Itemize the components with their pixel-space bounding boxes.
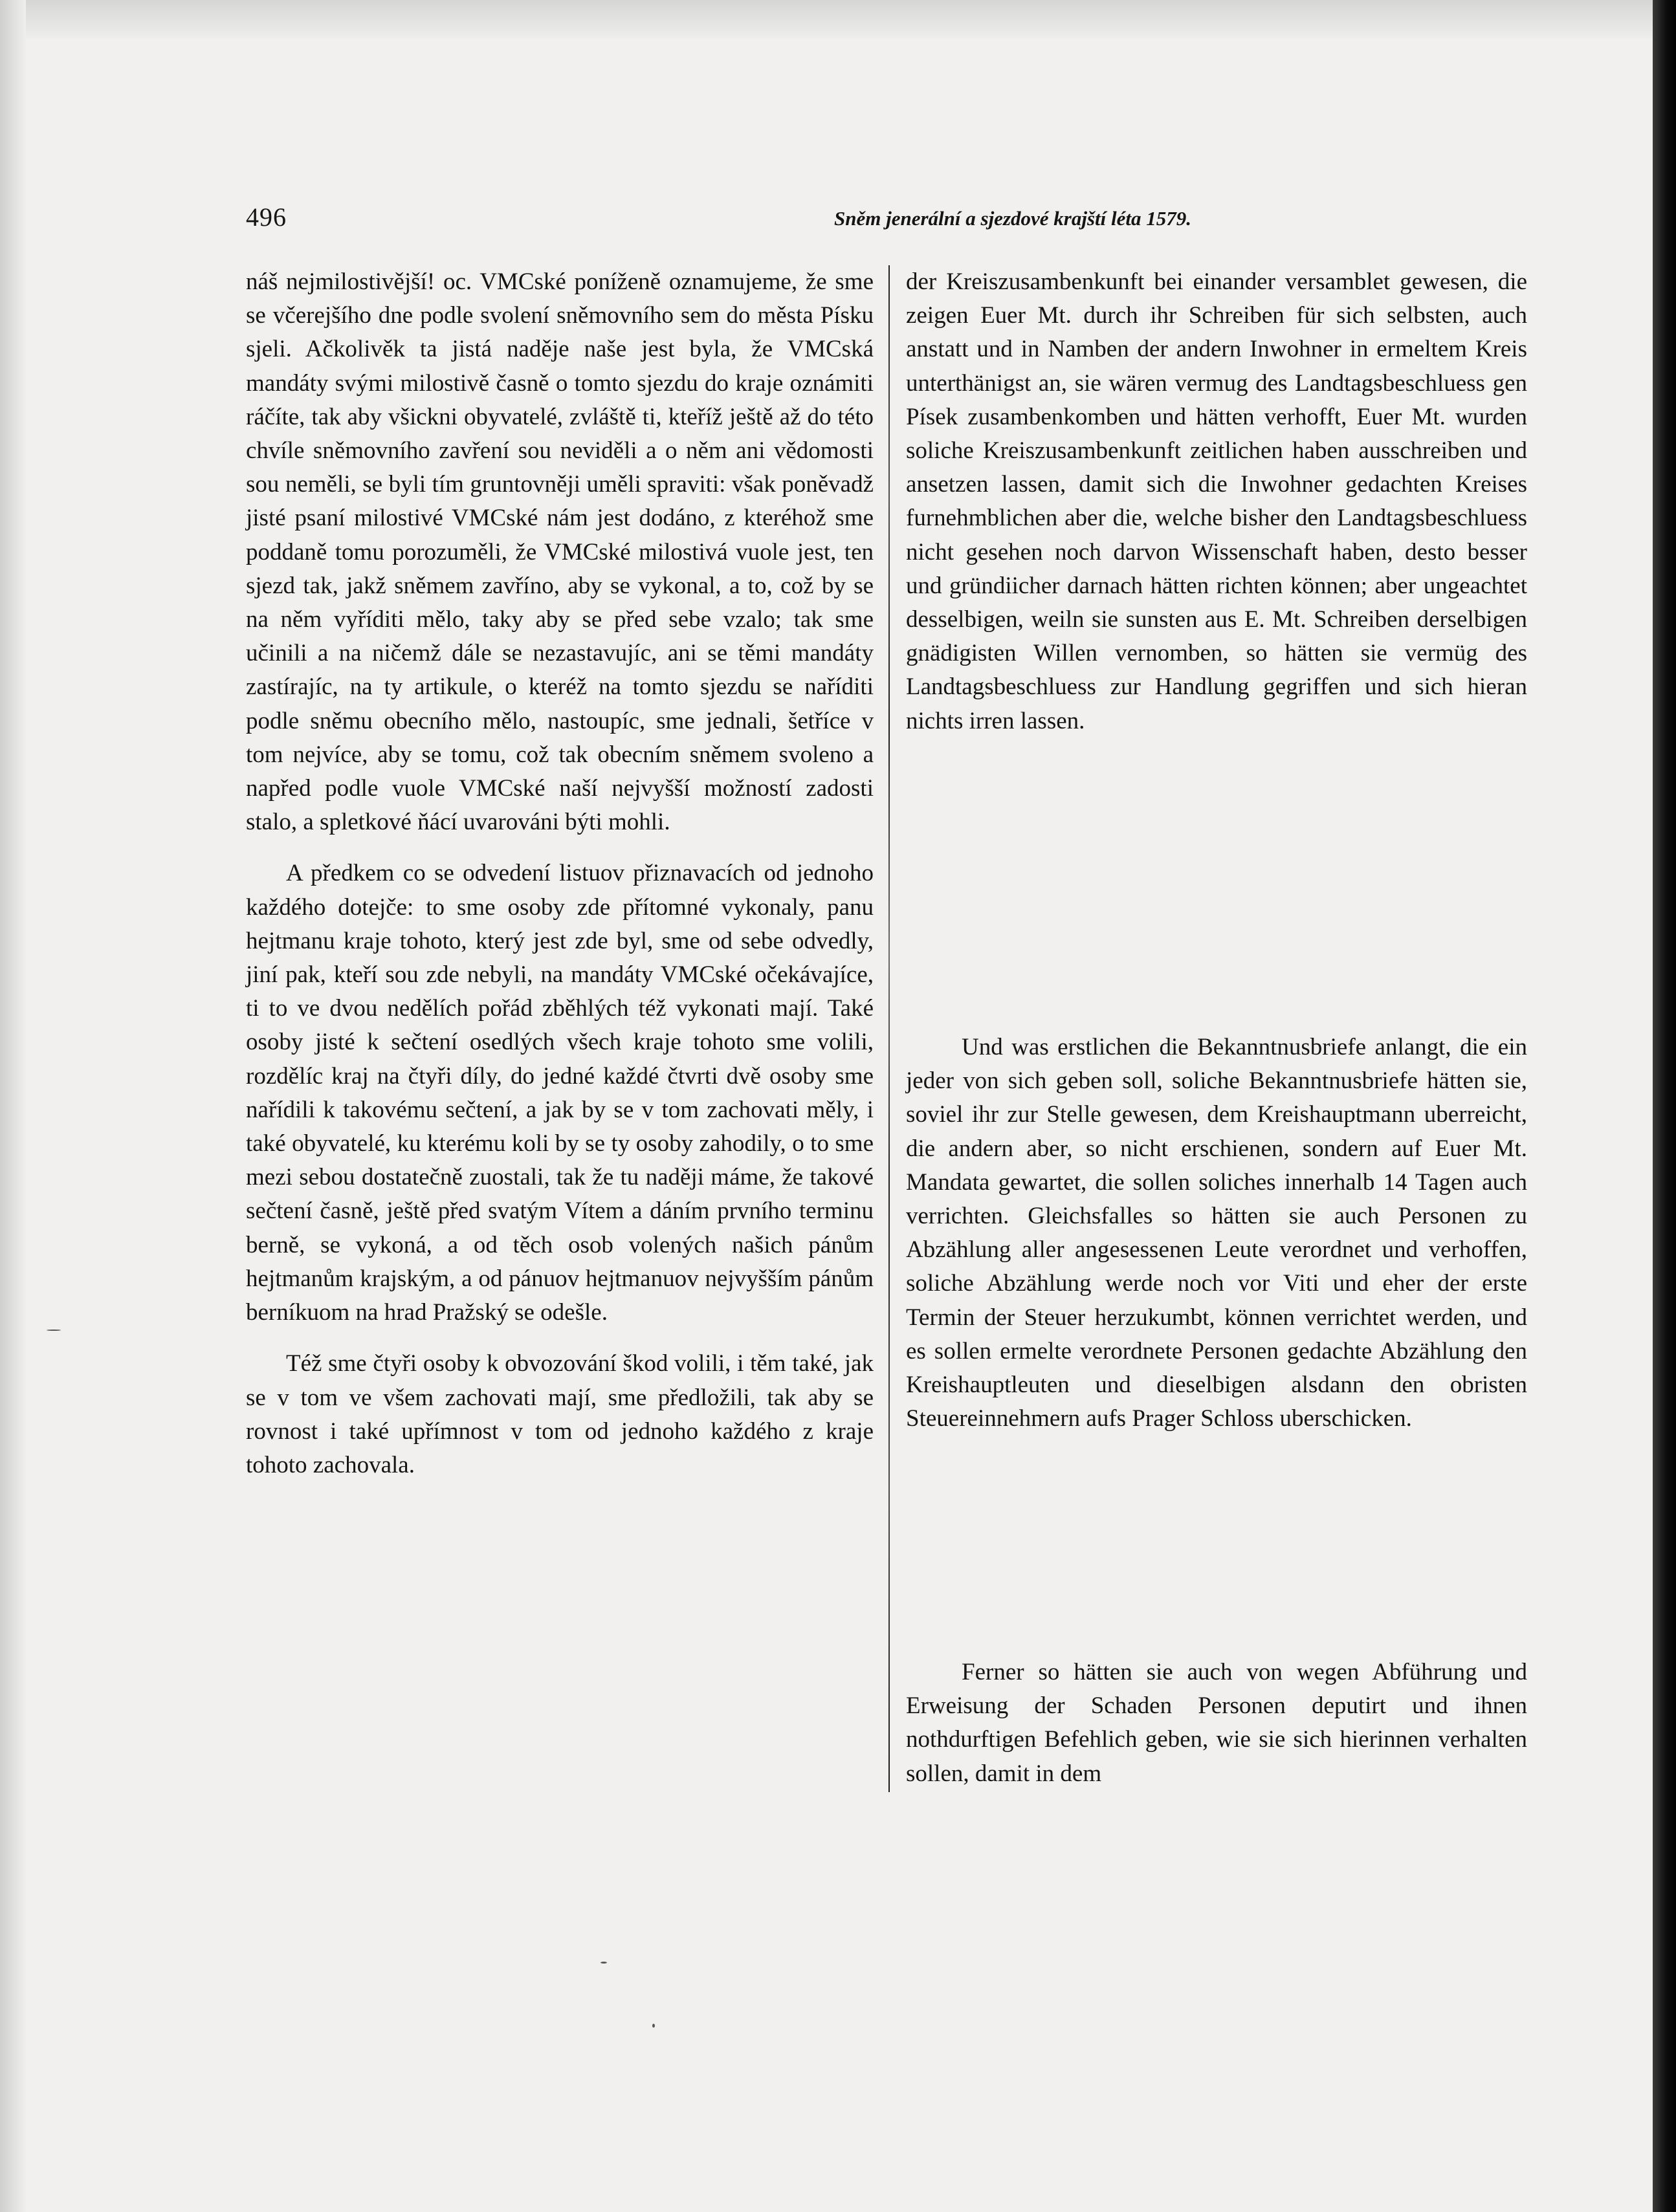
page-header	[246, 202, 1527, 241]
czech-paragraph-2: A předkem co se odvedení listuov přiznavacích od jednoho každého dotejče: to sme osoby zde přítomné vykonaly, panu hejtmanu kraje tohoto, který jest zde byl, sme od sebe odvedly, jiní pak, kteří sou zde nebyli, na mandáty VMCské očekávajíce, ti to ve dvou nedělích pořád zběhlých též vykonati mají. Také osoby jisté k sečtení osedlých všech kraje tohoto sme volili, rozdělíc kraj na čtyři díly, do jedné každé čtvrti dvě osoby sme nařídili k takovému sečtení, a jak by se v tom zachovati měly, i také obyvatelé, ku kterému koli by se ty osoby zahodily, o to sme mezi sebou dostatečně zuostali, tak že tu naději máme, že takové sečtení časně, ještě před svatým Vítem a dáním prvního terminu berně, se vykoná, a od těch osob volených našich pánům hejtmanům krajským, a od pánuov hejtmanuov nejvyšším pánům berníkuom na hrad Pražský se odešle.	[246, 860, 874, 1326]
czech-paragraph-3: Též sme čtyři osoby k obvozování škod volili, i těm také, jak se v tom ve všem zachovati mají, sme předložili, tak aby se rovnost i také upřímnost v tom od jednoho každého z kraje tohoto zachovala.	[246, 1350, 874, 1478]
scan-speck	[601, 1962, 607, 1964]
scan-top-edge	[0, 0, 1676, 39]
german-paragraph-1: der Kreiszusambenkunft bei einander versamblet gewesen, die zeigen Euer Mt. durch ihr Schreiben für sich selbsten, auch anstatt und in Namben der andern Inwohner in ermeltem Kreis unterthänigst an, sie wären vermug des Landtagsbeschluess gen Písek zusambenkomben und hätten verhofft, Euer Mt. wurden soliche Kreiszusambenkunft zeitlichen haben ausschreiben und ansetzen lassen, damit sich die Inwohner gedachten Kreises furnehmblichen aber die, welche bisher den Landtagsbeschluess nicht gesehen noch darvon Wissenschaft haben, desto besser und gründiicher darnach hätten richten können; aber ungeachtet desselbigen, weiln sie sunsten aus E. Mt. Schreiben derselbigen gnädigisten Willen vernomben, so hätten sie vermüg des Landtagsbeschluess zur Handlung gegriffen und sich hieran nichts irren lassen.	[906, 268, 1527, 734]
scan-speck	[652, 2024, 655, 2028]
czech-column	[246, 265, 874, 1482]
german-paragraph-3: Ferner so hätten sie auch von wegen Abführung und Erweisung der Schaden Personen deputirt und ihnen nothdurftigen Befehlich geben, wie sie sich hierinnen verhalten sollen, damit in dem	[906, 1659, 1527, 1787]
running-title: Sněm jenerální a sjezdové krajští léta 1579.	[834, 207, 1191, 230]
scan-right-edge	[1653, 0, 1676, 2212]
czech-paragraph-1: náš nejmilostivější! oc. VMCské poníženě oznamujeme, že sme se včerejšího dne podle svolení sněmovního sem do města Písku sjeli. Ačkolivěk ta jistá naděje naše jest byla, že VMCská mandáty svými milostivě časně o tomto sjezdu do kraje oznámiti ráčíte, tak aby všickni obyvatelé, zvláště ti, kteříž ještě až do této chvíle sněmovního zavření sou neviděli a o něm ani vědomosti sou neměli, se byli tím gruntovněji uměli spraviti: však poněvadž jisté psaní milostivé VMCské nám jest dodáno, z kteréhož sme poddaně tomu porozuměli, že VMCské milostivá vuole jest, ten sjezd tak, jakž sněmem zavříno, aby se vykonal, a to, což by se na něm vyříditi mělo, taky aby se před sebe vzalo; tak sme učinili a na ničemž dále se nezastavujíc, ani se těmi mandáty zastírajíc, na ty artikule, o kteréž na tomto sjezdu se naříditi podle sněmu obecního mělo, nastoupíc, sme jednali, šetříce v tom nejvíce, aby se tomu, což tak obecním sněmem svoleno a napřed podle vuole VMCské naší nejvyšší možností zadosti stalo, a spletkové ňácí uvarováni býti mohli.	[246, 268, 874, 836]
german-column	[906, 265, 1527, 1787]
german-paragraph-2: Und was erstlichen die Bekanntnusbriefe anlangt, die ein jeder von sich geben soll, soliche Bekanntnusbriefe hätten sie, soviel ihr zur Stelle gewesen, dem Kreishauptmann uberreicht, die andern aber, so nicht erschienen, sondern auf Euer Mt. Mandata gewartet, die sollen soliches innerhalb 14 Tagen auch verrichten. Gleichsfalles so hätten sie auch Personen zu Abzählung aller angesessenen Leute verordnet und verhoffen, soliche Abzählung werde noch vor Viti und eher der erste Termin der Steuer herzukumbt, können verrichtet werden, und es sollen ermelte verordnete Personen gedachte Abzählung den Kreishauptleuten und dieselbigen alsdann den obristen Steuereinnehmern aufs Prager Schloss uberschicken.	[906, 1034, 1527, 1432]
scan-left-edge	[0, 0, 26, 2212]
scan-speck	[47, 1330, 61, 1331]
page-number: 496	[246, 203, 287, 232]
column-divider	[888, 265, 890, 1792]
